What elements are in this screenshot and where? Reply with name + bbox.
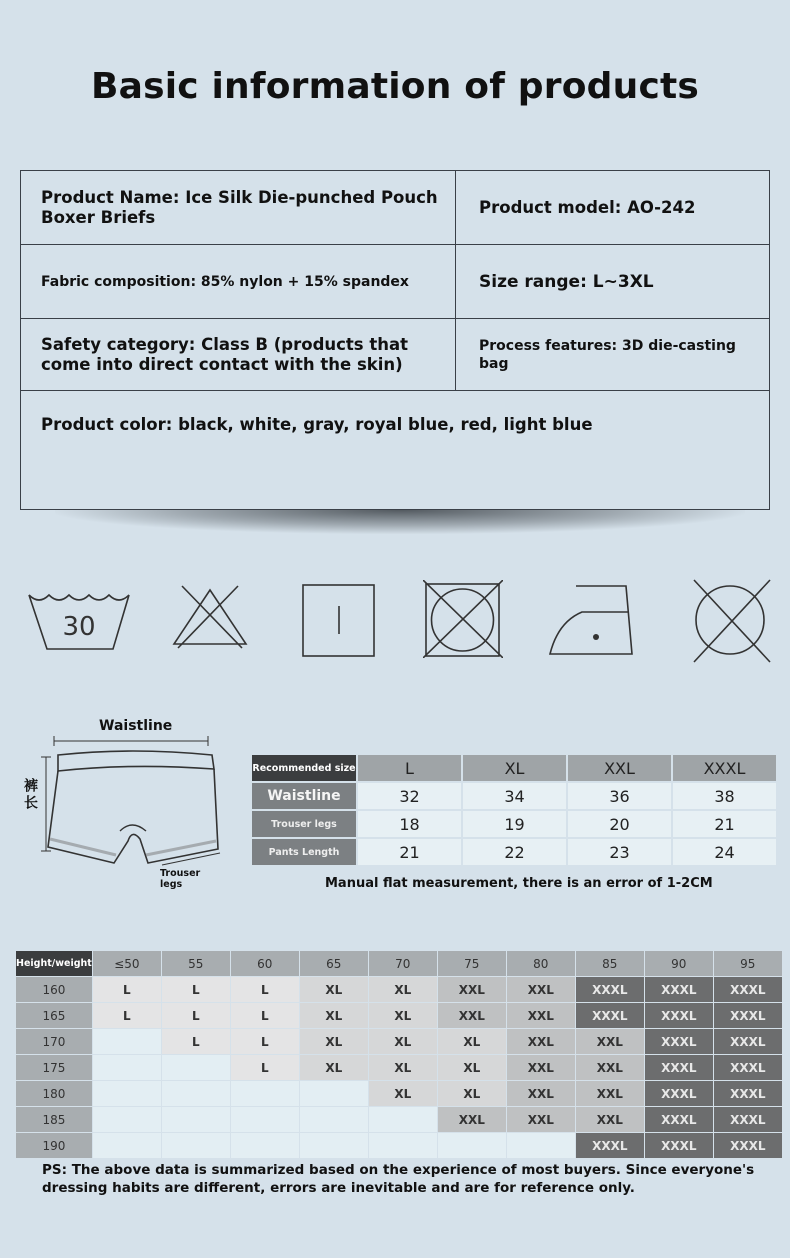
ps-note: PS: The above data is summarized based on the experience of most buyers. Since everyone's dressing habits are different, errors are inevitable and are for reference only. — [42, 1162, 755, 1196]
fit-size-cell: XL — [369, 977, 437, 1002]
fit-size-cell: XL — [300, 977, 368, 1002]
fit-size-cell: XXXL — [714, 1081, 782, 1106]
size-value: 32 — [358, 783, 461, 809]
fit-size-cell: XXL — [576, 1107, 644, 1132]
fit-size-cell: L — [162, 1003, 230, 1028]
height-label: 175 — [16, 1055, 92, 1080]
size-chart-corner: Recommended size — [252, 755, 356, 781]
fit-size-cell: XXXL — [714, 977, 782, 1002]
fit-size-cell: XXXL — [645, 1055, 713, 1080]
fit-size-cell — [162, 1133, 230, 1158]
fit-size-cell: XXL — [507, 1029, 575, 1054]
fit-size-cell: XXXL — [714, 1003, 782, 1028]
fit-size-cell: XXL — [576, 1081, 644, 1106]
height-label: 165 — [16, 1003, 92, 1028]
product-color: Product color: black, white, gray, royal blue, red, light blue — [41, 415, 593, 434]
fit-size-cell: XXL — [438, 977, 506, 1002]
size-chart-table — [250, 753, 778, 867]
fit-size-cell: XXL — [576, 1029, 644, 1054]
size-value: 21 — [358, 839, 461, 865]
boxer-brief-diagram — [36, 735, 236, 879]
weight-header: 85 — [576, 951, 644, 976]
weight-header: 65 — [300, 951, 368, 976]
product-model: Product model: AO-242 — [479, 197, 696, 217]
fit-size-cell: XL — [369, 1029, 437, 1054]
row-label-pants-length: Pants Length — [252, 839, 356, 865]
height-label: 185 — [16, 1107, 92, 1132]
fit-size-cell — [300, 1081, 368, 1106]
process-features: Process features: 3D die-casting bag — [479, 337, 736, 372]
fit-size-cell: L — [93, 1003, 161, 1028]
fit-size-cell: XXL — [438, 1107, 506, 1132]
size-value: 36 — [568, 783, 671, 809]
wash-30-icon — [25, 575, 135, 655]
row-label-waistline: Waistline — [252, 783, 356, 809]
trouser-legs-label: Trouser legs — [160, 868, 201, 890]
table-row — [16, 1055, 782, 1080]
fit-size-cell — [300, 1133, 368, 1158]
fit-size-cell: XXL — [507, 1003, 575, 1028]
fit-size-cell: XL — [369, 1055, 437, 1080]
weight-header: 95 — [714, 951, 782, 976]
fit-size-cell — [300, 1107, 368, 1132]
measurement-note: Manual flat measurement, there is an error of 1-2CM — [325, 876, 713, 891]
wash-temp: 30 — [62, 612, 96, 642]
size-header: L — [358, 755, 461, 781]
fit-size-cell: XXXL — [714, 1029, 782, 1054]
size-header: XL — [463, 755, 566, 781]
info-row — [21, 171, 769, 245]
product-info-table — [20, 170, 770, 510]
fit-size-cell: XXL — [576, 1055, 644, 1080]
size-value: 18 — [358, 811, 461, 837]
weight-header: 70 — [369, 951, 437, 976]
size-value: 24 — [673, 839, 776, 865]
fit-size-cell: L — [231, 1029, 299, 1054]
fit-size-cell — [93, 1055, 161, 1080]
fit-size-cell — [231, 1107, 299, 1132]
no-dry-clean-icon — [690, 578, 774, 664]
height-weight-corner: Height/weight — [16, 951, 92, 976]
fit-size-cell: XL — [438, 1029, 506, 1054]
height-label: 160 — [16, 977, 92, 1002]
fit-size-cell: XXXL — [645, 1107, 713, 1132]
fit-size-cell — [162, 1055, 230, 1080]
weight-header: 80 — [507, 951, 575, 976]
fit-size-cell: L — [231, 977, 299, 1002]
table-row — [16, 1107, 782, 1132]
table-shadow — [55, 510, 745, 534]
fit-size-cell: L — [162, 1029, 230, 1054]
weight-header: 75 — [438, 951, 506, 976]
fit-size-cell — [369, 1107, 437, 1132]
info-row — [21, 245, 769, 319]
weight-header: ≤50 — [93, 951, 161, 976]
fit-size-cell: XL — [369, 1081, 437, 1106]
size-value: 23 — [568, 839, 671, 865]
fit-size-cell: XL — [369, 1003, 437, 1028]
height-label: 190 — [16, 1133, 92, 1158]
fit-size-cell — [369, 1133, 437, 1158]
height-weight-table — [15, 950, 783, 1159]
table-row — [16, 1003, 782, 1028]
height-label: 180 — [16, 1081, 92, 1106]
fit-size-cell: XXL — [507, 1055, 575, 1080]
pants-length-label: 裤长 — [22, 778, 38, 812]
fit-size-cell — [438, 1133, 506, 1158]
row-label-trouser-legs: Trouser legs — [252, 811, 356, 837]
table-row — [16, 1133, 782, 1158]
fit-size-cell: L — [231, 1055, 299, 1080]
size-value: 19 — [463, 811, 566, 837]
size-value: 21 — [673, 811, 776, 837]
weight-header: 60 — [231, 951, 299, 976]
size-value: 22 — [463, 839, 566, 865]
fit-size-cell: L — [93, 977, 161, 1002]
fit-size-cell — [162, 1107, 230, 1132]
fit-size-cell — [93, 1133, 161, 1158]
product-name: Product Name: Ice Silk Die-punched Pouch Boxer Briefs — [21, 171, 456, 244]
fit-size-cell: XXXL — [645, 1003, 713, 1028]
fabric-composition: Fabric composition: 85% nylon + 15% spandex — [21, 245, 456, 318]
fit-size-cell: XXXL — [576, 1133, 644, 1158]
info-row — [21, 391, 769, 509]
fit-size-cell — [93, 1081, 161, 1106]
fit-size-cell: XXL — [507, 1107, 575, 1132]
fit-size-cell — [231, 1133, 299, 1158]
iron-low-icon — [548, 582, 638, 658]
fit-size-cell — [231, 1081, 299, 1106]
fit-size-cell — [93, 1029, 161, 1054]
weight-header: 55 — [162, 951, 230, 976]
fit-size-cell: XXXL — [714, 1055, 782, 1080]
size-value: 20 — [568, 811, 671, 837]
height-label: 170 — [16, 1029, 92, 1054]
fit-size-cell: XXL — [438, 1003, 506, 1028]
page-title: Basic information of products — [90, 66, 700, 107]
fit-size-cell: XXL — [507, 1081, 575, 1106]
table-row — [16, 1029, 782, 1054]
size-value: 38 — [673, 783, 776, 809]
size-value: 34 — [463, 783, 566, 809]
table-row — [16, 977, 782, 1002]
fit-size-cell: XXXL — [645, 1029, 713, 1054]
fit-size-cell: XXXL — [714, 1107, 782, 1132]
fit-size-cell: XXXL — [645, 1133, 713, 1158]
safety-category: Safety category: Class B (products that come into direct contact with the skin) — [21, 319, 456, 390]
fit-size-cell: XXXL — [576, 977, 644, 1002]
size-header: XXXL — [673, 755, 776, 781]
fit-size-cell: XXXL — [645, 1081, 713, 1106]
weight-header: 90 — [645, 951, 713, 976]
fit-size-cell: XL — [438, 1055, 506, 1080]
fit-size-cell: XXXL — [645, 977, 713, 1002]
fit-size-cell: XL — [300, 1055, 368, 1080]
fit-size-cell: XL — [300, 1029, 368, 1054]
fit-size-cell: XL — [438, 1081, 506, 1106]
fit-size-cell: XL — [300, 1003, 368, 1028]
no-tumble-dry-icon — [423, 580, 503, 658]
fit-size-cell: XXL — [507, 977, 575, 1002]
size-header: XXL — [568, 755, 671, 781]
waistline-label: Waistline — [99, 718, 173, 734]
fit-size-cell: XXXL — [576, 1003, 644, 1028]
fit-size-cell — [162, 1081, 230, 1106]
fit-size-cell: XXXL — [714, 1133, 782, 1158]
fit-size-cell: L — [162, 977, 230, 1002]
table-row — [16, 1081, 782, 1106]
size-range: Size range: L~3XL — [479, 271, 654, 292]
tumble-dry-line-icon — [302, 584, 376, 658]
fit-size-cell — [93, 1107, 161, 1132]
fit-size-cell: L — [231, 1003, 299, 1028]
fit-size-cell — [507, 1133, 575, 1158]
info-row — [21, 319, 769, 391]
no-bleach-icon — [170, 582, 250, 652]
